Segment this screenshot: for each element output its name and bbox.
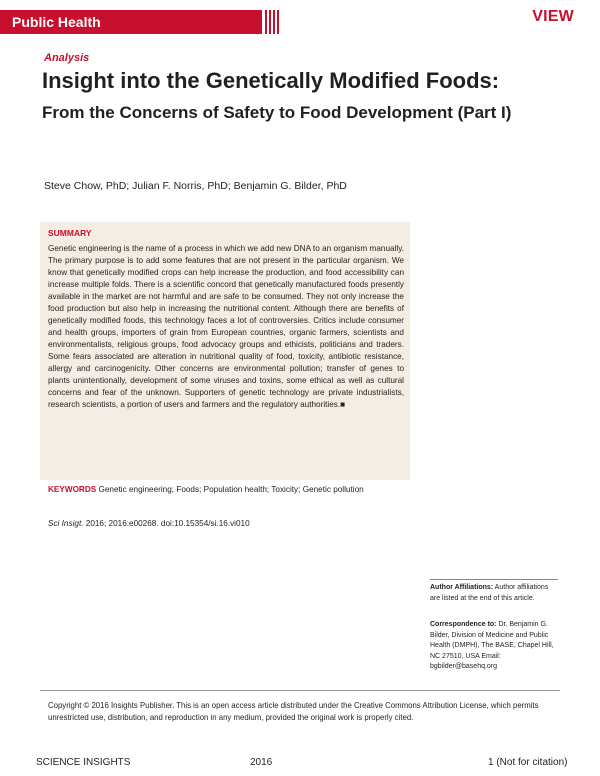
footer-page: 1 (Not for citation)	[488, 757, 568, 768]
keywords-heading: KEYWORDS	[48, 485, 97, 494]
view-label: VIEW	[532, 8, 574, 25]
affiliation-divider	[430, 579, 558, 580]
affiliations-text: Author affiliations are listed at the end of this article.	[430, 584, 549, 602]
author-list: Steve Chow, PhD; Julian F. Norris, PhD; Benjamin G. Bilder, PhD	[44, 180, 347, 192]
citation-journal: Sci Insigt.	[48, 519, 84, 528]
footer-journal: SCIENCE INSIGHTS	[36, 757, 131, 768]
keywords	[48, 484, 408, 496]
keywords-text: Genetic engineering; Foods; Population health; Toxicity; Genetic pollution	[96, 485, 364, 494]
author-affiliations	[430, 583, 560, 604]
article-title: Insight into the Genetically Modified Foods:	[42, 68, 500, 93]
citation	[48, 519, 250, 528]
copyright-notice: Copyright © 2016 Insights Publisher. This is an open access article distributed under the Creative Commons Attribution License, which permits unrestricted use, distribution, and reproduction in any medium, provided the original work is properly cited.	[48, 701, 539, 722]
article-subtitle: From the Concerns of Safety to Food Development (Part I)	[42, 103, 512, 122]
end-mark: ■	[340, 400, 346, 409]
section-label: Public Health	[12, 14, 101, 30]
summary-body: Genetic engineering is the name of a process in which we add new DNA to an organism manually. The primary purpose is to add some features that are not present in the particular organism. We know that genetically modified crops can help increase the production, and food accessibility can increase multiple folds. There is a scientific concord that genetically manufactured foods presently available in the market are not harmful and are safe to be consumed. They not only increase the food production but also help in increasing the nutritional content. Although there are benefits of genetically modified foods, this technology faces a lot of controversies. Critics include consumer and health groups, importers of grain from European countries, organic farmers, scientists and environmentalists, religious groups, food advocacy groups and ethicists, politicians and traders. Some fears associated are alteration in nutritional quality of food, toxicity, antibiotic resistance, allergy and carcinogenicity. Other concerns are environmental pollution; transfer of genes to plants unintentionally, development of some viruses and toxins, some ethical as well as cultural concerns and fear of the unknown. Supporters of genetic technology are private industrialists, research scientists, a portion of users and farmers and the regulatory authorities.	[48, 244, 404, 409]
banner-stripes	[262, 10, 282, 34]
article-type: Analysis	[44, 52, 90, 64]
copyright-divider	[40, 690, 560, 691]
summary-text	[48, 243, 404, 411]
citation-details: 2016; 2016:e00268. doi:10.15354/si.16.vi010	[83, 519, 250, 528]
correspondence-heading: Correspondence to:	[430, 621, 497, 628]
summary-heading: SUMMARY	[48, 228, 92, 238]
affiliations-heading: Author Affiliations:	[430, 584, 494, 591]
correspondence-text: Dr. Benjamin G. Bilder, Division of Medicine and Public Health (DMPH), The BASE, Chapel Hill, NC 27510, USA Email: bgbilder@basehq.org	[430, 621, 554, 670]
section-banner	[0, 10, 262, 34]
footer-year: 2016	[250, 757, 273, 768]
correspondence	[430, 620, 560, 673]
